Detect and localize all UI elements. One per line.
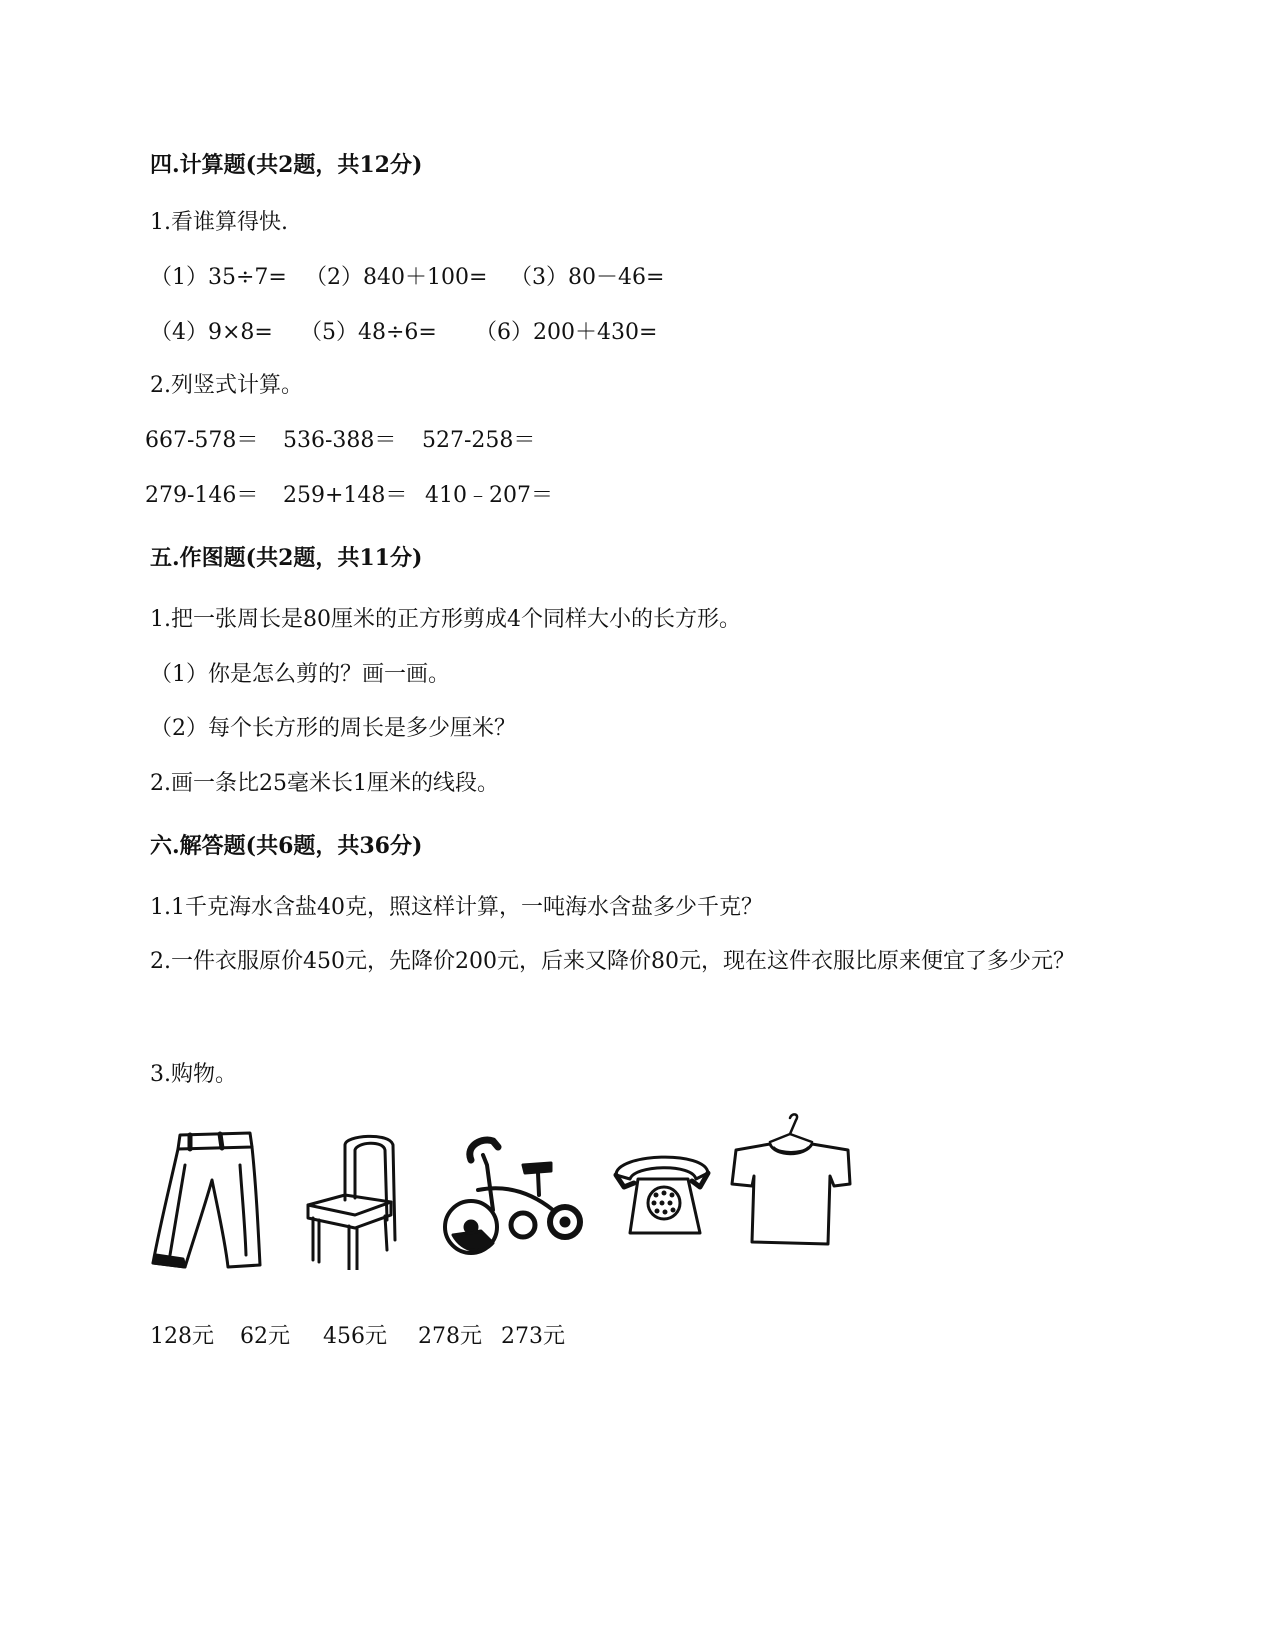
pants-icon bbox=[150, 1125, 265, 1275]
section-4-heading: 四.计算题(共2题，共12分) bbox=[150, 152, 423, 178]
calc-item-2: （2）840＋100= bbox=[305, 265, 488, 290]
tshirt-icon bbox=[730, 1112, 855, 1247]
price-tricycle: 456元 bbox=[323, 1324, 387, 1349]
price-tshirt: 273元 bbox=[501, 1324, 565, 1349]
vertical-calc-3: 527-258＝ bbox=[422, 428, 536, 453]
section-6-q1: 1.1千克海水含盐40克，照这样计算，一吨海水含盐多少千克？ bbox=[150, 895, 763, 920]
section-6-q2: 2.一件衣服原价450元，先降价200元，后来又降价80元，现在这件衣服比原来便宜了多少元？ bbox=[150, 949, 1075, 974]
calc-item-1: （1）35÷7= bbox=[150, 265, 287, 290]
vertical-calc-5: 259+148＝ bbox=[283, 483, 408, 508]
calc-item-6: （6）200＋430= bbox=[475, 320, 658, 345]
vertical-calc-6: 410﹣207＝ bbox=[425, 483, 553, 508]
price-chair: 62元 bbox=[240, 1324, 290, 1349]
section-5-q2-title: 2.画一条比25毫米长1厘米的线段。 bbox=[150, 771, 499, 796]
vertical-calc-2: 536-388＝ bbox=[283, 428, 397, 453]
chair-icon bbox=[305, 1130, 405, 1270]
telephone-icon bbox=[612, 1145, 712, 1240]
price-telephone: 278元 bbox=[418, 1324, 482, 1349]
section-5-q1-sub1: （1）你是怎么剪的？画一画。 bbox=[150, 662, 450, 687]
vertical-calc-1: 667-578＝ bbox=[145, 428, 259, 453]
tricycle-icon bbox=[443, 1135, 588, 1260]
section-5-q1-title: 1.把一张周长是80厘米的正方形剪成4个同样大小的长方形。 bbox=[150, 607, 741, 632]
section-5-heading: 五.作图题(共2题，共11分) bbox=[150, 545, 423, 571]
section-5-q1-sub2: （2）每个长方形的周长是多少厘米？ bbox=[150, 716, 516, 741]
calc-item-4: （4）9×8= bbox=[150, 320, 273, 345]
price-pants: 128元 bbox=[150, 1324, 214, 1349]
calc-item-3: （3）80－46= bbox=[510, 265, 665, 290]
vertical-calc-4: 279-146＝ bbox=[145, 483, 259, 508]
section-4-q2-title: 2.列竖式计算。 bbox=[150, 373, 303, 398]
section-4-q1-title: 1.看谁算得快. bbox=[150, 210, 288, 235]
section-6-heading: 六.解答题(共6题，共36分) bbox=[150, 833, 423, 859]
section-6-q3-title: 3.购物。 bbox=[150, 1062, 237, 1087]
calc-item-5: （5）48÷6= bbox=[300, 320, 437, 345]
